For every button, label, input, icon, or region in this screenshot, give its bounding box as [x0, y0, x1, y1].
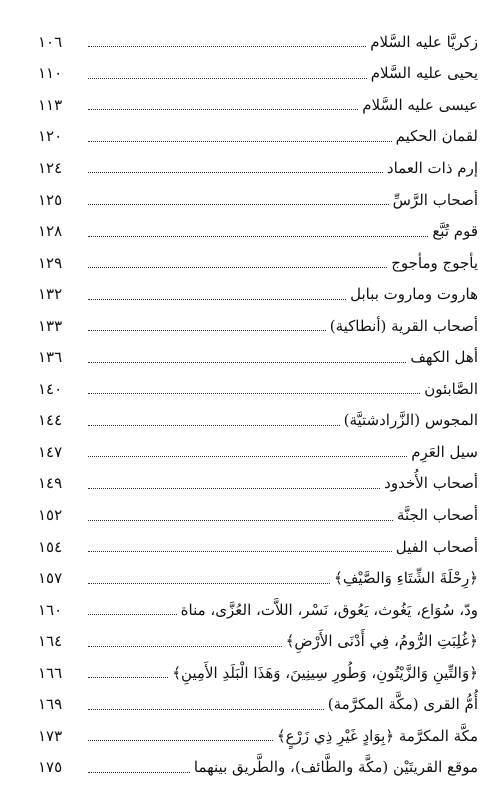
toc-entry [38, 499, 478, 531]
toc-entry-page-number: ١٢٥ [38, 190, 63, 209]
toc-entry-page-number: ١١٣ [38, 95, 63, 114]
toc-entry [38, 247, 478, 279]
toc-entry [38, 215, 478, 247]
toc-entry-page-number: ١٢٨ [38, 222, 63, 241]
toc-entry-page-number: ١٣٢ [38, 285, 63, 304]
dot-leader [88, 141, 392, 142]
toc-entry-title: زكريَّا عليه السَّلام [370, 32, 478, 51]
toc-entry-page-number: ١٤٤ [38, 411, 63, 430]
toc-entry [38, 689, 478, 721]
toc-entry-page-number: ١١٠ [38, 64, 63, 83]
dot-leader [88, 456, 407, 457]
toc-entry-page-number: ١٣٦ [38, 348, 63, 367]
toc-entry-title: مكَّة المكرَّمة ﴿بِوَادٍ غَيْرِ ذِي زَرْعٍ﴾ [276, 726, 478, 745]
dot-leader [88, 772, 190, 773]
toc-entry-title: ﴿وَالتِّينِ وَالزَّيْتُونِ، وَطُورِ سِينِينَ، وَهَذَا الْبَلَدِ الأَمِينِ﴾ [172, 663, 478, 682]
dot-leader [88, 520, 393, 521]
toc-entry-title: يحيى عليه السَّلام [370, 64, 478, 83]
dot-leader [88, 362, 406, 363]
toc-entry-title: الصَّابئون [424, 379, 478, 398]
dot-leader [88, 109, 358, 110]
dot-leader [88, 330, 326, 331]
toc-entry [38, 184, 478, 216]
toc-entry-title: ﴿رِحْلَةَ الشِّتَاءِ وَالصَّيْفِ﴾ [334, 569, 478, 588]
toc-entry [38, 58, 478, 90]
toc-entry-page-number: ١٠٦ [38, 32, 63, 51]
toc-entry [38, 405, 478, 437]
toc-entry-title: أصحاب الأُخدود [384, 474, 478, 493]
toc-entry [38, 310, 478, 342]
dot-leader [88, 677, 168, 678]
toc-entry [38, 625, 478, 657]
toc-entry [38, 342, 478, 374]
toc-entry [38, 26, 478, 58]
toc-entry [38, 752, 478, 784]
dot-leader [88, 78, 367, 79]
toc-entry-title: أصحاب القرية (أنطاكية) [329, 316, 478, 335]
dot-leader [88, 172, 383, 173]
toc-entry-page-number: ١٦٦ [38, 663, 63, 682]
toc-entry [38, 121, 478, 153]
toc-entry-page-number: ١٣٣ [38, 316, 63, 335]
toc-entry-title: قوم تُبَّع [432, 222, 478, 241]
toc-entry-title: ﴿غُلِبَتِ الرُّومُ، فِي أَدْنَى الأَرْضِ﴾ [285, 632, 478, 651]
toc-entry-page-number: ١٢٩ [38, 253, 63, 272]
toc-entry [38, 562, 478, 594]
toc-entry-page-number: ١٧٣ [38, 726, 63, 745]
toc-entry-page-number: ١٤٩ [38, 474, 63, 493]
toc-entry-page-number: ١٦٩ [38, 695, 63, 714]
toc-entry-title: أهل الكهف [410, 348, 478, 367]
toc-entry-page-number: ١٤٧ [38, 442, 63, 461]
toc-entry-page-number: ١٥٤ [38, 537, 63, 556]
dot-leader [88, 488, 380, 489]
dot-leader [88, 46, 366, 47]
dot-leader [88, 551, 392, 552]
toc-entry-page-number: ١٦٠ [38, 600, 63, 619]
toc-entry-title: أُمُّ القرى (مكَّة المكرَّمة) [327, 695, 478, 714]
toc-entry [38, 436, 478, 468]
toc-entry [38, 720, 478, 752]
toc-entry-page-number: ١٤٠ [38, 379, 63, 398]
toc-entry [38, 373, 478, 405]
toc-entry-title: لقمان الحكيم [395, 127, 478, 146]
toc-entry-title: يأجوج ومأجوج [391, 253, 478, 272]
toc-entry-page-number: ١٥٢ [38, 506, 63, 525]
dot-leader [88, 299, 346, 300]
toc-entry-title: ودّ، سُوَاع، يَغُوث، يَعُوق، نَسْر، اللاَّت، العُزَّى، مناة [180, 600, 478, 619]
toc-entry-page-number: ١٢٤ [38, 158, 63, 177]
toc-entry-page-number: ١٦٤ [38, 632, 63, 651]
toc-entry-title: أصحاب الفيل [395, 537, 478, 556]
dot-leader [88, 425, 340, 426]
toc-entry-page-number: ١٧٥ [38, 758, 63, 777]
toc-entry-page-number: ١٥٧ [38, 569, 63, 588]
toc-entry [38, 152, 478, 184]
toc-entry [38, 89, 478, 121]
toc-entry [38, 657, 478, 689]
dot-leader [88, 614, 177, 615]
dot-leader [88, 709, 324, 710]
toc-entry-title: هاروت وماروت ببابل [350, 285, 478, 304]
dot-leader [88, 204, 389, 205]
toc-entry-title: موقع القريتَيْن (مكَّة والطَّائف)، والطَّريق بينهما [193, 758, 478, 777]
toc-entry [38, 531, 478, 563]
toc-entry-title: إرم ذات العماد [386, 158, 478, 177]
toc-entry-page-number: ١٢٠ [38, 127, 63, 146]
dot-leader [88, 740, 273, 741]
toc-entry-title: أصحاب الجنَّة [396, 506, 478, 525]
toc-entry-title: المجوس (الزَّرادشتيَّة) [343, 411, 478, 430]
dot-leader [88, 646, 282, 647]
toc-entry-title: سيل العَرِم [411, 442, 478, 461]
toc-entry [38, 594, 478, 626]
toc-entry-title: عيسى عليه السَّلام [362, 95, 478, 114]
dot-leader [88, 583, 330, 584]
dot-leader [88, 236, 428, 237]
toc-entry [38, 468, 478, 500]
toc-entry-title: أصحاب الرَّسِّ [392, 190, 478, 209]
dot-leader [88, 393, 420, 394]
toc-entry [38, 278, 478, 310]
dot-leader [88, 267, 387, 268]
